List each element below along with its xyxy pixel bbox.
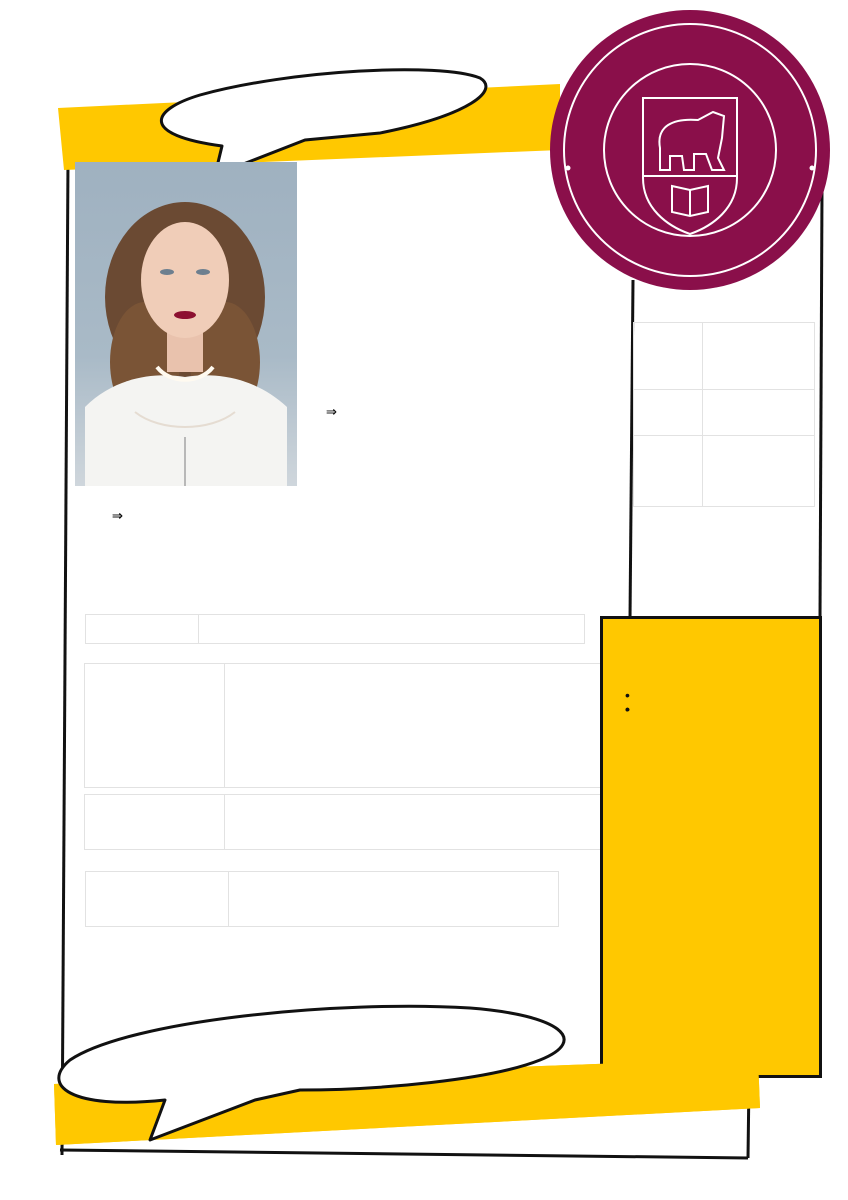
motto-label	[165, 1011, 169, 1012]
motto-block	[165, 1011, 170, 1016]
